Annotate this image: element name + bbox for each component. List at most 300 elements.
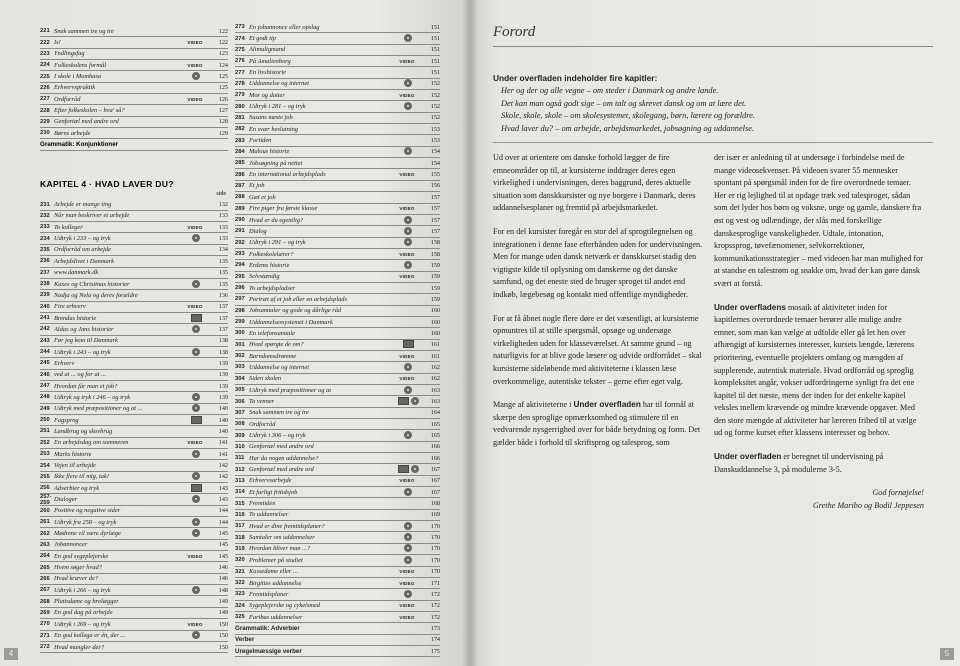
toc-row	[40, 631, 228, 642]
toc-number: 289	[235, 205, 245, 212]
toc-number: 315	[235, 500, 245, 507]
toc-title: Erdems historie	[249, 261, 290, 269]
toc-row	[235, 374, 440, 385]
toc-row	[40, 540, 228, 551]
toc-row	[40, 94, 228, 105]
toc-number: 233	[40, 224, 50, 231]
cd-icon	[192, 280, 200, 288]
book-title: Under overfladens	[714, 302, 786, 312]
toc-title: I skole i Mombasa	[54, 73, 102, 81]
toc-page: 126	[218, 95, 228, 103]
toc-number: 316	[235, 511, 245, 518]
toc-page: 129	[218, 129, 228, 137]
toc-title: Udtryk fra 258 – og tryk	[54, 518, 117, 526]
toc-number: 313	[235, 477, 245, 484]
toc-title: En jobannonce eller opslag	[249, 23, 320, 31]
toc-page: 125	[218, 73, 228, 81]
cd-icon	[404, 488, 412, 496]
toc-row	[235, 147, 440, 158]
toc-title: Mødrene vil være dyrlæge	[54, 530, 121, 538]
toc-title: Folkeskolens formål	[54, 61, 107, 69]
toc-title: Grammatik: Adverbier	[235, 624, 300, 632]
toc-title: Hvordan får man et job?	[54, 382, 118, 390]
toc-row	[235, 124, 440, 135]
toc-page: 151	[430, 23, 440, 31]
toc-row	[235, 419, 440, 430]
toc-number: 303	[235, 364, 245, 371]
toc-row	[40, 392, 228, 403]
toc-page: 152	[430, 80, 440, 88]
cd-icon	[404, 544, 412, 552]
video-tag: VIDEO	[399, 580, 415, 586]
toc-page: 171	[430, 579, 440, 587]
toc-number: 291	[235, 228, 245, 235]
toc-title: Gæt et job	[249, 193, 276, 201]
text-column-1	[493, 152, 703, 460]
toc-page: 156	[430, 182, 440, 190]
screen-icon	[398, 397, 409, 405]
toc-row	[235, 67, 440, 78]
toc-footer-list	[235, 623, 440, 657]
toc-page: 151	[430, 69, 440, 77]
toc-number: 269	[40, 609, 50, 616]
toc-title: Erhvervsarbejde	[249, 477, 292, 485]
toc-page: 160	[430, 307, 440, 315]
toc-title: Yndlingsfag	[54, 50, 85, 58]
toc-row	[40, 222, 228, 233]
toc-footer-row	[235, 623, 440, 634]
toc-title: En telefonsamtale	[249, 329, 295, 337]
toc-title: Har du nogen uddannelse?	[249, 454, 319, 462]
toc-row	[40, 438, 228, 449]
toc-number: 243	[40, 337, 50, 344]
toc-number: 266	[40, 575, 50, 582]
cd-icon	[404, 79, 412, 87]
toc-grammar-konjunktioner: Grammatik: Konjunktioner	[40, 139, 228, 151]
toc-title: Birgittes uddannelse	[249, 579, 302, 587]
cd-icon	[192, 325, 200, 333]
toc-title: To arbejdspladser	[249, 284, 296, 292]
toc-row	[235, 22, 440, 33]
toc-page: 157	[430, 193, 440, 201]
toc-row	[235, 113, 440, 124]
toc-title: Genfortæl med andre ord	[54, 118, 119, 126]
toc-row	[235, 317, 440, 328]
toc-title: Positive og negative sider	[54, 507, 121, 515]
toc-number: 231	[40, 201, 50, 208]
toc-row	[235, 328, 440, 339]
toc-number: 317	[235, 523, 245, 530]
toc-row	[235, 612, 440, 623]
media-icons	[392, 363, 422, 372]
toc-number: 230	[40, 130, 50, 137]
toc-title: Genfortæl med andre ord	[249, 443, 314, 451]
toc-page: 159	[430, 273, 440, 281]
overview-line: Det kan man også godt sige – om talt og skrevet dansk og om at lære det.	[501, 98, 747, 108]
video-tag: VIDEO	[399, 206, 415, 212]
video-tag: VIDEO	[399, 603, 415, 609]
screen-icon	[398, 465, 409, 473]
cd-icon	[404, 386, 412, 394]
media-icons	[392, 261, 422, 270]
toc-page: 137	[218, 303, 228, 311]
toc-page: 175	[430, 647, 440, 655]
toc-number: 248	[40, 394, 50, 401]
media-icons	[392, 216, 422, 225]
toc-page: 153	[430, 137, 440, 145]
toc-number: 296	[235, 285, 245, 292]
toc-page: 170	[430, 556, 440, 564]
toc-page: 158	[430, 250, 440, 258]
paragraph: For at få åbnet nogle flere døre er det væsentligt, at kursisterne opmuntres til at stille spørgsmål, opsøge og undersøge virkeligheden uden for klasseværelset. At samme grund – og naturligvis for at blive gode læsere og udvide ordforrådet – skal kursisterne sideløbende med aktiviteterne i klassen læse overkommelige, autentiske tekster – gerne efter eget valg.	[493, 313, 702, 386]
toc-number: 225	[40, 73, 50, 80]
toc-number: 323	[235, 591, 245, 598]
toc-title: Selvstændig	[249, 273, 280, 281]
toc-page: 145	[218, 530, 228, 538]
toc-title: To venner	[249, 398, 275, 406]
toc-page: 142	[218, 462, 228, 470]
toc-page: 137	[218, 314, 228, 322]
toc-number: 223	[40, 50, 50, 57]
cd-icon	[192, 72, 200, 80]
toc-title: Hvem søger hvad?	[54, 564, 102, 572]
screen-icon	[191, 416, 202, 424]
toc-row	[40, 256, 228, 267]
toc-number: 244	[40, 349, 50, 356]
toc-row	[40, 415, 228, 426]
toc-row	[235, 487, 440, 498]
toc-title: Hvad er dine fremtidsplaner?	[249, 522, 325, 530]
toc-title: Fremtidsplaner	[249, 590, 289, 598]
toc-row	[40, 49, 228, 60]
toc-number: 227	[40, 96, 50, 103]
toc-page: 139	[218, 393, 228, 401]
cd-icon	[404, 261, 412, 269]
toc-row	[235, 283, 440, 294]
toc-title: Susans næste job	[249, 114, 293, 122]
media-icons	[392, 556, 422, 565]
media-icons	[392, 34, 422, 43]
toc-row	[235, 260, 440, 271]
toc-number: 228	[40, 107, 50, 114]
screen-icon	[191, 484, 202, 492]
video-tag: VIDEO	[399, 251, 415, 257]
toc-page: 145	[218, 541, 228, 549]
toc-title: Problemer på studiet	[249, 556, 303, 564]
toc-row	[235, 294, 440, 305]
toc-number: 325	[235, 614, 245, 621]
toc-page: 134	[218, 246, 228, 254]
toc-number: 221	[40, 28, 50, 35]
toc-page: 166	[430, 454, 440, 462]
toc-title: Udtryk i 306 – og tryk	[249, 432, 306, 440]
toc-title: Efter folkeskolen – hva' så?	[54, 107, 125, 115]
toc-row	[40, 381, 228, 392]
toc-title: Snak sammen tre og tre	[249, 409, 309, 417]
media-icons	[392, 340, 422, 349]
media-icons	[180, 586, 210, 595]
toc-number: 302	[235, 353, 245, 360]
text: Mange af aktiviteterne i	[493, 400, 574, 410]
toc-page: 162	[430, 363, 440, 371]
cd-icon	[404, 227, 412, 235]
toc-row	[235, 192, 440, 203]
toc-row	[235, 56, 440, 67]
toc-footer-row	[235, 635, 440, 646]
video-tag: VIDEO	[399, 614, 415, 620]
toc-page: 146	[218, 575, 228, 583]
video-tag: VIDEO	[399, 376, 415, 382]
media-icons	[392, 431, 422, 440]
chapter-overview	[493, 72, 933, 136]
sign-greeting: God fornøjelse!	[872, 488, 924, 498]
toc-page: 140	[218, 416, 228, 424]
media-icons	[392, 386, 422, 395]
toc-title: Hvad er du egentlig?	[249, 216, 304, 224]
toc-number: 249	[40, 405, 50, 412]
toc-list-chapter3-end	[40, 26, 228, 139]
toc-title: Nadja og Nela og deres forældre	[54, 291, 138, 299]
toc-number: 288	[235, 194, 245, 201]
toc-title: Før jeg kom til Danmark	[54, 337, 118, 345]
toc-title: www.danmark.dk	[54, 269, 99, 277]
text-column-2	[714, 152, 924, 512]
toc-title: Udtryk i 269 – og tryk	[54, 620, 111, 628]
toc-page: 159	[430, 261, 440, 269]
media-icons	[180, 416, 210, 425]
toc-page: 125	[218, 84, 228, 92]
toc-row	[235, 272, 440, 283]
toc-page: 136	[218, 291, 228, 299]
media-icons	[180, 495, 210, 504]
toc-title: Fire erhverv	[54, 303, 86, 311]
toc-title: Verber	[235, 636, 255, 644]
toc-title: På Amalienborg	[249, 57, 291, 65]
cd-icon	[192, 518, 200, 526]
toc-number: 307	[235, 409, 245, 416]
video-tag: VIDEO	[399, 569, 415, 575]
overview-line: Hvad laver du? – om arbejde, arbejdsmarkedet, jobsøgning og uddannelse.	[501, 124, 755, 134]
toc-page: 151	[430, 35, 440, 43]
toc-number: 319	[235, 545, 245, 552]
toc-page: 149	[218, 609, 228, 617]
toc-page: 133	[218, 212, 228, 220]
paragraph: For en del kursister foregår en stor del af sprogtilegnelsen og integrationen i denne fase efterhånden uden for undervisningen. Men for mange uden dansk netværk er danskkurset stadig den vigtigste kilde til oplysning om danskerne og det danske samfund, og det eneste sted de bruger sproget til andet end indkøb, lægebesøg og kontakt med offentlige myndigheder.	[493, 226, 703, 299]
toc-title: En god kollega er én, der ...	[54, 632, 126, 640]
toc-page: 173	[430, 624, 440, 632]
cd-icon	[404, 363, 412, 371]
toc-number: 238	[40, 281, 50, 288]
toc-page: 135	[218, 269, 228, 277]
toc-number: 226	[40, 84, 50, 91]
media-icons	[392, 238, 422, 247]
toc-row	[235, 158, 440, 169]
toc-row	[235, 340, 440, 351]
toc-page: 150	[218, 643, 228, 651]
toc-title: Børns arbejde	[54, 129, 91, 137]
cd-icon	[404, 102, 412, 110]
toc-title: Brendas historie	[54, 314, 97, 322]
cd-icon	[192, 393, 200, 401]
media-icons	[180, 518, 210, 527]
toc-title: Et godt tip	[249, 35, 276, 43]
toc-page: 150	[218, 620, 228, 628]
toc-number: 253	[40, 451, 50, 458]
toc-page: 141	[218, 439, 228, 447]
toc-number: 276	[235, 58, 245, 65]
toc-row	[40, 460, 228, 471]
video-tag: VIDEO	[187, 304, 203, 310]
toc-row	[40, 279, 228, 290]
cd-icon	[192, 450, 200, 458]
toc-number: 239	[40, 292, 50, 299]
overview-lead: Under overfladen indeholder fire kapitler:	[493, 73, 658, 83]
media-icons	[392, 544, 422, 553]
toc-row	[235, 215, 440, 226]
toc-row	[40, 117, 228, 128]
toc-column-1	[40, 26, 228, 653]
cd-icon	[192, 529, 200, 537]
toc-number: 283	[235, 137, 245, 144]
screen-icon	[191, 314, 202, 322]
toc-title: Faribas uddannelser	[249, 613, 303, 621]
toc-number: 294	[235, 262, 245, 269]
toc-title: Is!	[54, 39, 61, 47]
toc-number: 318	[235, 534, 245, 541]
toc-number: 284	[235, 148, 245, 155]
cd-icon	[192, 472, 200, 480]
toc-page: 146	[218, 564, 228, 572]
toc-row	[40, 596, 228, 607]
cd-icon	[404, 533, 412, 541]
left-page-toc	[0, 0, 470, 666]
media-icons	[180, 348, 210, 357]
toc-row	[235, 396, 440, 407]
toc-page: 157	[430, 227, 440, 235]
toc-number: 322	[235, 580, 245, 587]
toc-number: 262	[40, 530, 50, 537]
toc-title: Uddannelse og internet	[249, 363, 309, 371]
media-icons	[392, 465, 422, 474]
video-tag: VIDEO	[399, 353, 415, 359]
toc-number: 270	[40, 621, 50, 628]
toc-page: 172	[430, 590, 440, 598]
toc-page: 157	[430, 216, 440, 224]
toc-row	[40, 528, 228, 539]
toc-page: 165	[430, 432, 440, 440]
toc-title: Plattsdame og brolægger	[54, 598, 119, 606]
toc-row	[40, 619, 228, 630]
toc-row	[40, 37, 228, 48]
toc-row	[235, 555, 440, 566]
toc-title: Fagsprog	[54, 416, 79, 424]
toc-row	[235, 238, 440, 249]
toc-title: Fremtiden	[249, 500, 276, 508]
toc-page: 122	[218, 27, 228, 35]
toc-title: Hvad kræver de?	[54, 575, 99, 583]
toc-title: Kaxes og Christinas historier	[54, 280, 130, 288]
toc-row	[40, 574, 228, 585]
overview-line: Her og der og alle vegne – om steder i Danmark og andre lande.	[501, 85, 719, 95]
toc-title: To uddannelser	[249, 511, 289, 519]
toc-row	[235, 430, 440, 441]
toc-number: 251	[40, 428, 50, 435]
toc-number: 277	[235, 69, 245, 76]
toc-title: Erhverv	[54, 359, 75, 367]
overview-line: Skole, skole, skole – om skolesystemet, skolegang, børn, lærere og forældre.	[501, 111, 755, 121]
toc-number: 278	[235, 80, 245, 87]
text: har til formål at skærpe den sproglige opmærksomhed og stimulere til en vedvarende nysgerrighed over for både betydning og form. Det gælder både i forhold til skriftsprog og talesprog, som	[493, 400, 701, 447]
toc-number: 247	[40, 383, 50, 390]
toc-number: 261	[40, 519, 50, 526]
toc-title: Arbejde er mange ting	[54, 201, 112, 209]
toc-number: 242	[40, 326, 50, 333]
toc-row	[235, 351, 440, 362]
toc-page: 152	[430, 114, 440, 122]
page-number-left: 4	[4, 648, 18, 660]
toc-title: Jobannoncer	[54, 541, 88, 549]
toc-title: Fire piger fra første klasse	[249, 205, 318, 213]
toc-page: 169	[430, 511, 440, 519]
toc-number: 287	[235, 182, 245, 189]
toc-row	[40, 199, 228, 210]
toc-number: 281	[235, 114, 245, 121]
toc-number: 293	[235, 251, 245, 258]
toc-row	[40, 60, 228, 71]
chapter-4-heading: KAPITEL 4 · HVAD LAVER DU?	[40, 179, 174, 190]
toc-title: Arbejdslivet i Danmark	[54, 257, 114, 265]
toc-row	[40, 71, 228, 82]
video-tag: VIDEO	[187, 62, 203, 68]
toc-row	[40, 128, 228, 139]
toc-page: 164	[430, 409, 440, 417]
toc-page: 139	[218, 371, 228, 379]
toc-number: 246	[40, 371, 50, 378]
heading-rule	[493, 46, 933, 47]
toc-column-2	[235, 22, 440, 657]
toc-number: 240	[40, 303, 50, 310]
video-tag: VIDEO	[187, 224, 203, 230]
toc-row	[235, 476, 440, 487]
toc-row	[235, 362, 440, 373]
toc-number: 222	[40, 39, 50, 46]
toc-number: 250	[40, 417, 50, 424]
book-title: Under overfladen	[714, 452, 782, 462]
toc-page: 153	[430, 125, 440, 133]
media-icons	[392, 397, 422, 406]
toc-row	[235, 306, 440, 317]
media-icons	[392, 590, 422, 599]
cd-icon	[404, 34, 412, 42]
toc-row	[40, 336, 228, 347]
toc-row	[40, 404, 228, 415]
toc-row	[235, 464, 440, 475]
toc-page: 170	[430, 534, 440, 542]
toc-page: 132	[218, 201, 228, 209]
toc-number: 257-259	[40, 493, 52, 506]
video-tag: VIDEO	[399, 58, 415, 64]
toc-title: Altmuligmand	[249, 46, 286, 54]
toc-title: En god dag på arbejde	[54, 609, 113, 617]
toc-page: 140	[218, 427, 228, 435]
toc-page: 143	[218, 496, 228, 504]
media-icons	[180, 472, 210, 481]
toc-row	[235, 498, 440, 509]
toc-title: En god sygeplejerske	[54, 552, 109, 560]
toc-page: 172	[430, 613, 440, 621]
toc-row	[235, 385, 440, 396]
toc-row	[40, 449, 228, 460]
